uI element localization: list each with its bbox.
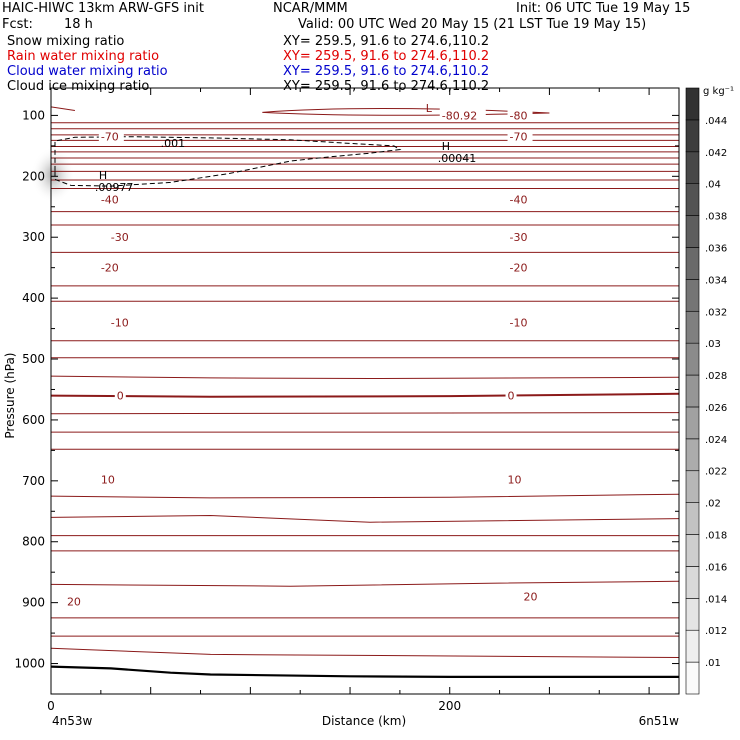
extremum-letter: L bbox=[425, 102, 432, 116]
x-tick-label: 200 bbox=[438, 699, 462, 713]
colorbar-segment bbox=[686, 343, 699, 375]
colorbar-tick-label: .016 bbox=[705, 562, 728, 574]
colorbar-segment bbox=[686, 279, 699, 311]
left-endpoint-label: 4n53w bbox=[52, 714, 93, 728]
colorbar-tick-label: .024 bbox=[705, 434, 728, 446]
colorbar-tick-label: .034 bbox=[705, 275, 728, 287]
isotherm-label: 20 bbox=[66, 595, 81, 609]
colorbar-segment bbox=[686, 566, 699, 598]
colorbar-segment bbox=[686, 439, 699, 471]
colorbar-segment bbox=[686, 184, 699, 216]
isotherm-label: -20 bbox=[509, 261, 528, 275]
freezing-level-contour bbox=[51, 394, 679, 397]
colorbar-segment bbox=[686, 598, 699, 630]
isotherm-label: -10 bbox=[509, 316, 528, 330]
colorbar-tick-label: .036 bbox=[705, 243, 728, 255]
colorbar-segment bbox=[686, 247, 699, 279]
y-tick-label: 1000 bbox=[14, 656, 45, 671]
y-tick-label: 500 bbox=[22, 352, 45, 367]
field-rain-name: Rain water mixing ratio bbox=[7, 49, 160, 64]
isotherm-contour bbox=[51, 648, 679, 657]
right-endpoint-label: 6n51w bbox=[638, 714, 679, 728]
colorbar-segment bbox=[686, 407, 699, 439]
colorbar-tick-label: .038 bbox=[705, 211, 728, 223]
isotherm-label: -80.92 bbox=[441, 109, 478, 123]
isotherm-label: 10 bbox=[507, 473, 522, 487]
y-tick-label: 300 bbox=[22, 230, 45, 245]
y-tick-label: 600 bbox=[22, 412, 45, 427]
field-cloudice-name: Cloud ice mixing ratio bbox=[7, 79, 150, 94]
colorbar-tick-label: .04 bbox=[705, 179, 721, 191]
isotherm-label: 0 bbox=[507, 389, 515, 403]
extremum-value: .00977 bbox=[94, 181, 134, 195]
colorbar-segment bbox=[686, 375, 699, 407]
isotherm-contour bbox=[51, 376, 679, 378]
isotherm-label: 10 bbox=[100, 473, 115, 487]
colorbar-segment bbox=[686, 662, 699, 694]
colorbar-tick-label: .01 bbox=[705, 658, 721, 670]
y-tick-label: 700 bbox=[22, 473, 45, 488]
y-tick-label: 200 bbox=[22, 169, 45, 184]
isotherm-contour bbox=[51, 413, 679, 414]
colorbar-segment bbox=[686, 503, 699, 535]
colorbar-tick-label: .02 bbox=[705, 498, 721, 510]
valid-time: Valid: 00 UTC Wed 20 May 15 (21 LST Tue 19 May 15) bbox=[298, 17, 647, 32]
isotherm-label: -30 bbox=[110, 231, 129, 245]
isotherm-contour bbox=[51, 581, 679, 586]
isotherm-label: -10 bbox=[110, 316, 129, 330]
colorbar-segment bbox=[686, 88, 699, 120]
forecast-label: Fcst: bbox=[2, 17, 33, 32]
field-snow-xy: XY= 259.5, 91.6 to 274.6,110.2 bbox=[283, 34, 490, 49]
colorbar-units: g kg⁻¹ bbox=[703, 86, 734, 97]
colorbar-tick-label: .012 bbox=[705, 626, 728, 638]
colorbar-segment bbox=[686, 152, 699, 184]
isotherm-label: -70 bbox=[509, 130, 528, 144]
colorbar-tick-label: .044 bbox=[705, 115, 728, 127]
field-rain-xy: XY= 259.5, 91.6 to 274.6,110.2 bbox=[283, 49, 490, 64]
field-snow-name: Snow mixing ratio bbox=[7, 34, 125, 49]
y-tick-label: 800 bbox=[22, 534, 45, 549]
colorbar-segment bbox=[686, 471, 699, 503]
colorbar-segment bbox=[686, 311, 699, 343]
extremum-letter: H bbox=[441, 139, 451, 153]
isotherm-label: -70 bbox=[100, 130, 119, 144]
model-title: HAIC-HIWC 13km ARW-GFS init bbox=[2, 1, 204, 16]
init-time: Init: 06 UTC Tue 19 May 15 bbox=[516, 1, 691, 16]
isotherm-closed-loop bbox=[262, 109, 549, 116]
isotherm-contour bbox=[51, 494, 679, 498]
colorbar-segment bbox=[686, 216, 699, 248]
colorbar-tick-label: .032 bbox=[705, 307, 728, 319]
forecast-hour: 18 h bbox=[64, 17, 93, 32]
isotherm-label: 0 bbox=[116, 389, 124, 403]
isotherm-contour bbox=[51, 516, 679, 523]
colorbar-tick-label: .014 bbox=[705, 594, 728, 606]
isotherm-label: 20 bbox=[523, 590, 538, 604]
organization: NCAR/MMM bbox=[273, 1, 348, 16]
colorbar-tick-label: .022 bbox=[705, 466, 728, 478]
isotherm-fragment bbox=[51, 107, 75, 111]
y-tick-label: 400 bbox=[22, 291, 45, 306]
field-cloudice-xy: XY= 259.5, 91.6 to 274.6,110.2 bbox=[283, 79, 490, 94]
surface-pressure-line bbox=[51, 667, 679, 677]
y-tick-label: 900 bbox=[22, 595, 45, 610]
colorbar-tick-label: .03 bbox=[705, 339, 721, 351]
y-tick-label: 100 bbox=[22, 108, 45, 123]
field-cloudwater-xy: XY= 259.5, 91.6 to 274.6,110.2 bbox=[283, 64, 490, 79]
colorbar-tick-label: .026 bbox=[705, 402, 728, 414]
y-axis-title: Pressure (hPa) bbox=[3, 352, 17, 439]
snow-contour-label: .001 bbox=[160, 136, 186, 150]
colorbar-segment bbox=[686, 630, 699, 662]
isotherm-label: -20 bbox=[100, 261, 119, 275]
isotherm-label: -80 bbox=[509, 109, 528, 123]
colorbar-segment bbox=[686, 120, 699, 152]
plot-frame bbox=[51, 88, 679, 694]
isotherm-label: -30 bbox=[509, 231, 528, 245]
colorbar-tick-label: .042 bbox=[705, 147, 728, 159]
x-tick-label: 0 bbox=[47, 699, 55, 713]
colorbar-tick-label: .028 bbox=[705, 371, 728, 383]
isotherm-label: -40 bbox=[509, 193, 528, 207]
colorbar-tick-label: .018 bbox=[705, 530, 728, 542]
field-cloudwater-name: Cloud water mixing ratio bbox=[7, 64, 168, 79]
x-axis-title: Distance (km) bbox=[321, 714, 407, 728]
extremum-value: .00041 bbox=[437, 151, 477, 165]
isotherm-label: -40 bbox=[100, 193, 119, 207]
colorbar-segment bbox=[686, 535, 699, 567]
extremum-letter: H bbox=[98, 169, 108, 183]
